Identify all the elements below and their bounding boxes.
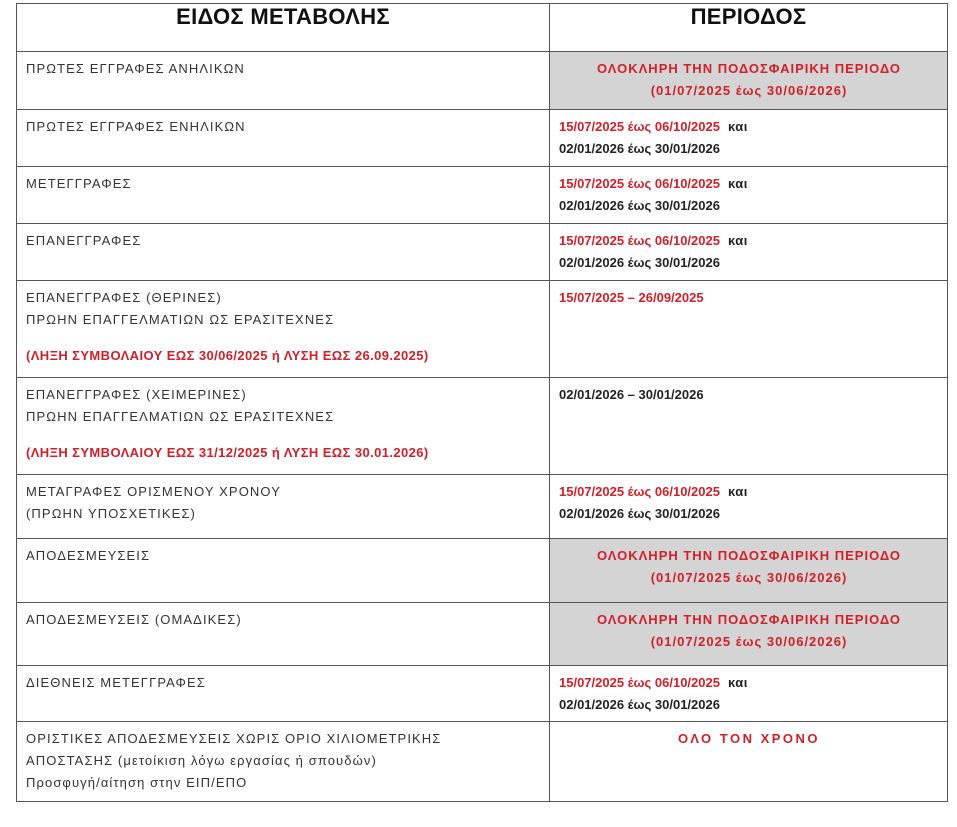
change-type-cell <box>17 110 550 167</box>
registration-periods-table <box>16 3 948 802</box>
table-row <box>17 224 948 281</box>
period-line: (01/07/2025 έως 30/06/2026) <box>650 83 848 98</box>
period-cell-ranges <box>550 475 948 539</box>
header-period: ΠΕΡΙΟΔΟΣ <box>550 4 948 52</box>
table-row <box>17 539 948 603</box>
period-range-line <box>559 173 939 195</box>
change-type-line: ΔΙΕΘΝΕΙΣ ΜΕΤΕΓΓΡΑΦΕΣ <box>26 675 206 690</box>
change-type-cell <box>17 52 550 110</box>
change-type-line: ΜΕΤΕΓΓΡΑΦΕΣ <box>26 176 132 191</box>
period-cell-full-season <box>550 52 948 110</box>
winter-window: 02/01/2026 έως 30/01/2026 <box>559 141 720 156</box>
change-type-line: ΕΠΑΝΕΓΓΡΑΦΕΣ (ΧΕΙΜΕΡΙΝΕΣ) <box>26 387 247 402</box>
winter-window: 02/01/2026 έως 30/01/2026 <box>559 255 720 270</box>
summer-window: 15/07/2025 έως 06/10/2025 <box>559 233 720 248</box>
conjunction: και <box>727 484 748 499</box>
spacer <box>26 331 541 345</box>
change-type-line: Προσφυγή/αίτηση στην ΕΙΠ/ΕΠΟ <box>26 775 248 790</box>
summer-window: 15/07/2025 έως 06/10/2025 <box>559 675 720 690</box>
table-row <box>17 167 948 224</box>
change-type-line: ΑΠΟΣΤΑΣΗΣ (μετοίκιση λόγω εργασίας ή σπουδών) <box>26 753 377 768</box>
summer-window: 15/07/2025 έως 06/10/2025 <box>559 176 720 191</box>
winter-window: 02/01/2026 έως 30/01/2026 <box>559 506 720 521</box>
change-type-cell <box>17 378 550 475</box>
header-change-type: ΕΙΔΟΣ ΜΕΤΑΒΟΛΗΣ <box>17 4 550 52</box>
table-row <box>17 666 948 722</box>
change-type-cell <box>17 224 550 281</box>
period-line: ΟΛΟΚΛΗΡΗ ΤΗΝ ΠΟΔΟΣΦΑΙΡΙΚΗ ΠΕΡΙΟΔΟ <box>597 612 901 627</box>
period-cell-ranges <box>550 666 948 722</box>
spacer <box>26 428 541 442</box>
change-type-cell <box>17 281 550 378</box>
summer-window: 15/07/2025 έως 06/10/2025 <box>559 484 720 499</box>
contract-condition-note: (ΛΗΞΗ ΣΥΜΒΟΛΑΙΟΥ ΕΩΣ 30/06/2025 ή ΛΥΣΗ ΕΩΣ 26.09.2025) <box>26 348 429 363</box>
change-type-cell <box>17 666 550 722</box>
change-type-line: ΕΠΑΝΕΓΓΡΑΦΕΣ <box>26 233 142 248</box>
table-row <box>17 475 948 539</box>
period-line: ΟΛΟΚΛΗΡΗ ΤΗΝ ΠΟΔΟΣΦΑΙΡΙΚΗ ΠΕΡΙΟΔΟ <box>597 548 901 563</box>
period-cell-ranges <box>550 167 948 224</box>
period-range-line <box>559 116 939 138</box>
table-row <box>17 110 948 167</box>
contract-condition-note: (ΛΗΞΗ ΣΥΜΒΟΛΑΙΟΥ ΕΩΣ 31/12/2025 ή ΛΥΣΗ ΕΩΣ 30.01.2026) <box>26 445 429 460</box>
conjunction: και <box>727 675 748 690</box>
period-line: (01/07/2025 έως 30/06/2026) <box>650 570 848 585</box>
period-all-year: ΟΛΟ ΤΟΝ ΧΡΟΝΟ <box>677 731 821 746</box>
change-type-line: ΠΡΩΤΕΣ ΕΓΓΡΑΦΕΣ ΑΝΗΛΙΚΩΝ <box>26 61 245 76</box>
change-type-line: ΜΕΤΑΓΡΑΦΕΣ ΟΡΙΣΜΕΝΟΥ ΧΡΟΝΟΥ <box>26 484 281 499</box>
table-header-row <box>17 4 948 52</box>
period-cell-ranges <box>550 110 948 167</box>
change-type-cell <box>17 722 550 802</box>
change-type-line: ΑΠΟΔΕΣΜΕΥΣΕΙΣ (ΟΜΑΔΙΚΕΣ) <box>26 612 242 627</box>
period-line: (01/07/2025 έως 30/06/2026) <box>650 634 848 649</box>
change-type-cell <box>17 539 550 603</box>
table-row <box>17 281 948 378</box>
period-range-line <box>559 230 939 252</box>
period-cell-full-season <box>550 539 948 603</box>
change-type-line: ΠΡΩΗΝ ΕΠΑΓΓΕΛΜΑΤΙΩΝ ΩΣ ΕΡΑΣΙΤΕΧΝΕΣ <box>26 409 335 424</box>
change-type-line: ΟΡΙΣΤΙΚΕΣ ΑΠΟΔΕΣΜΕΥΣΕΙΣ ΧΩΡΙΣ ΟΡΙΟ ΧΙΛΙΟΜΕΤΡΙΚΗΣ <box>26 731 442 746</box>
change-type-line: (ΠΡΩΗΝ ΥΠΟΣΧΕΤΙΚΕΣ) <box>26 506 196 521</box>
summer-window: 15/07/2025 έως 06/10/2025 <box>559 119 720 134</box>
period-cell-all-year <box>550 722 948 802</box>
period-cell-single <box>550 281 948 378</box>
winter-window: 02/01/2026 έως 30/01/2026 <box>559 697 720 712</box>
period-cell-full-season <box>550 603 948 666</box>
change-type-cell <box>17 475 550 539</box>
change-type-line: ΑΠΟΔΕΣΜΕΥΣΕΙΣ <box>26 548 151 563</box>
period-window: 02/01/2026 – 30/01/2026 <box>559 387 704 402</box>
table-row <box>17 52 948 110</box>
change-type-line: ΕΠΑΝΕΓΓΡΑΦΕΣ (ΘΕΡΙΝΕΣ) <box>26 290 222 305</box>
period-window: 15/07/2025 – 26/09/2025 <box>559 290 704 305</box>
period-range-line <box>559 672 939 694</box>
period-line: ΟΛΟΚΛΗΡΗ ΤΗΝ ΠΟΔΟΣΦΑΙΡΙΚΗ ΠΕΡΙΟΔΟ <box>597 61 901 76</box>
winter-window: 02/01/2026 έως 30/01/2026 <box>559 198 720 213</box>
table-row <box>17 603 948 666</box>
change-type-line: ΠΡΩΗΝ ΕΠΑΓΓΕΛΜΑΤΙΩΝ ΩΣ ΕΡΑΣΙΤΕΧΝΕΣ <box>26 312 335 327</box>
period-range-line <box>559 481 939 503</box>
period-cell-single <box>550 378 948 475</box>
table-row <box>17 722 948 802</box>
change-type-line: ΠΡΩΤΕΣ ΕΓΓΡΑΦΕΣ ΕΝΗΛΙΚΩΝ <box>26 119 246 134</box>
conjunction: και <box>727 119 748 134</box>
table-row <box>17 378 948 475</box>
change-type-cell <box>17 167 550 224</box>
change-type-cell <box>17 603 550 666</box>
conjunction: και <box>727 233 748 248</box>
period-cell-ranges <box>550 224 948 281</box>
conjunction: και <box>727 176 748 191</box>
